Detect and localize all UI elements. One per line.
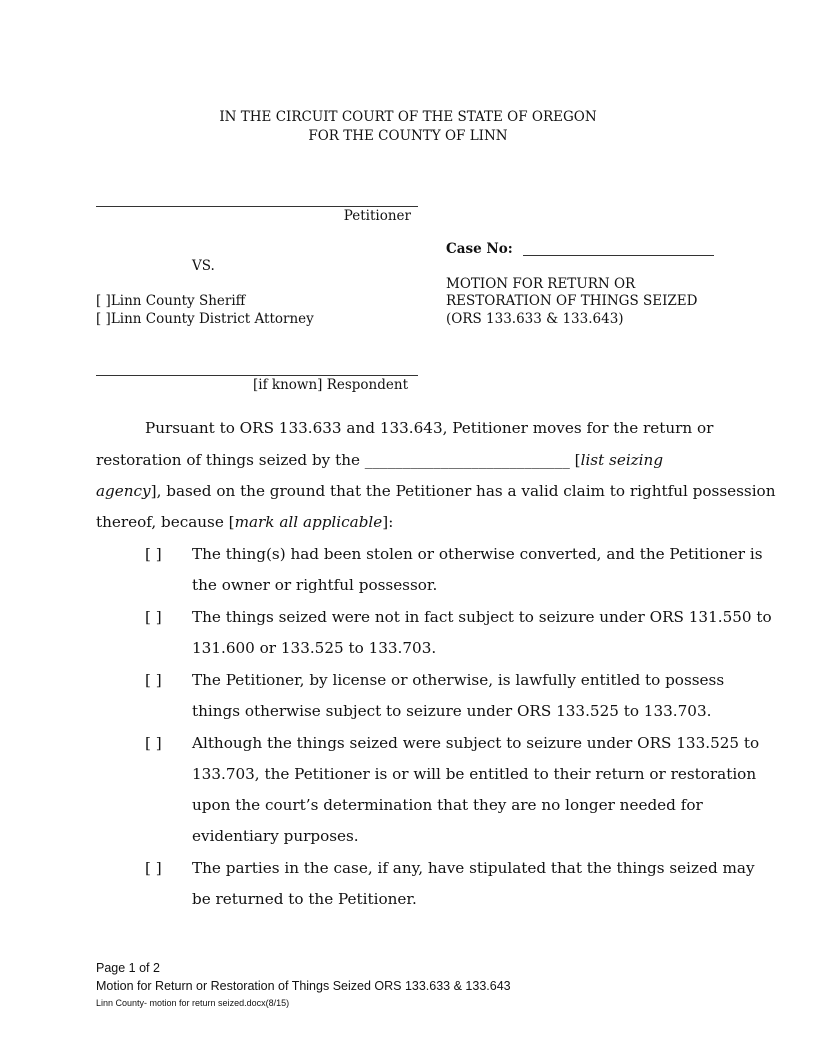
petitioner-signature-line [96, 206, 418, 207]
ground-5-line-1: The parties in the case, if any, have stipulated that the things seized may [192, 859, 755, 877]
motion-title-line1: MOTION FOR RETURN OR [446, 276, 636, 292]
footer-page-number: Page 1 of 2 [96, 961, 160, 975]
ground-2-line-2: 131.600 or 133.525 to 133.703. [192, 639, 437, 657]
body-line-3-rest: ], based on the ground that the Petitioner has a valid claim to rightful possession [150, 482, 776, 500]
body-line-2 [96, 451, 663, 469]
ground-3-line-2: things otherwise subject to seizure under ORS 133.525 to 133.703. [192, 702, 712, 720]
seizing-agency-blank[interactable]: ___________________________ [364, 451, 570, 469]
respondent-option-sheriff[interactable]: [ ]Linn County Sheriff [96, 293, 246, 309]
body-line-2-prefix: restoration of things seized by the [96, 451, 365, 469]
body-line-2-italic: list seizing [580, 451, 664, 469]
ground-4-checkbox[interactable]: [ ] [145, 734, 162, 752]
body-line-3-italic: agency [96, 482, 151, 500]
body-line-4 [96, 513, 393, 531]
footer-filename: Linn County- motion for return seized.docx(8/15) [96, 998, 290, 1008]
ground-2-line-1: The things seized were not in fact subject to seizure under ORS 131.550 to [192, 608, 772, 626]
case-number-field[interactable] [523, 255, 714, 256]
court-heading-line2: FOR THE COUNTY OF LINN [308, 128, 508, 144]
body-line-2-bracket: [ [569, 451, 581, 469]
body-line-3 [96, 482, 775, 500]
respondent-signature-line [96, 375, 418, 376]
ground-2-checkbox[interactable]: [ ] [145, 608, 162, 626]
case-number-label: Case No: [446, 241, 513, 257]
ground-5-line-2: be returned to the Petitioner. [192, 890, 417, 908]
ground-5-checkbox[interactable]: [ ] [145, 859, 162, 877]
ground-4-line-1: Although the things seized were subject to seizure under ORS 133.525 to [192, 734, 760, 752]
respondent-option-da[interactable]: [ ]Linn County District Attorney [96, 311, 314, 327]
petitioner-label: Petitioner [343, 208, 411, 224]
ground-1-line-2: the owner or rightful possessor. [192, 576, 438, 594]
ground-4-line-4: evidentiary purposes. [192, 827, 359, 845]
footer-title: Motion for Return or Restoration of Things Seized ORS 133.633 & 133.643 [96, 979, 511, 993]
ground-3-line-1: The Petitioner, by license or otherwise, is lawfully entitled to possess [192, 671, 725, 689]
motion-title-line3: (ORS 133.633 & 133.643) [446, 311, 624, 327]
court-heading-line1: IN THE CIRCUIT COURT OF THE STATE OF OREGON [219, 109, 597, 125]
body-line-1: Pursuant to ORS 133.633 and 133.643, Petitioner moves for the return or [145, 419, 714, 437]
ground-3-checkbox[interactable]: [ ] [145, 671, 162, 689]
ground-4-line-2: 133.703, the Petitioner is or will be entitled to their return or restoration [192, 765, 757, 783]
motion-title-line2: RESTORATION OF THINGS SEIZED [446, 293, 698, 309]
body-line-4-italic: mark all applicable [234, 513, 383, 531]
ground-1-checkbox[interactable]: [ ] [145, 545, 162, 563]
body-line-4-suffix: ]: [382, 513, 394, 531]
respondent-label: [if known] Respondent [253, 377, 408, 393]
body-line-4-prefix: thereof, because [ [96, 513, 235, 531]
versus-label: VS. [192, 258, 215, 274]
ground-1-line-1: The thing(s) had been stolen or otherwise converted, and the Petitioner is [192, 545, 763, 563]
ground-4-line-3: upon the court’s determination that they are no longer needed for [192, 796, 703, 814]
